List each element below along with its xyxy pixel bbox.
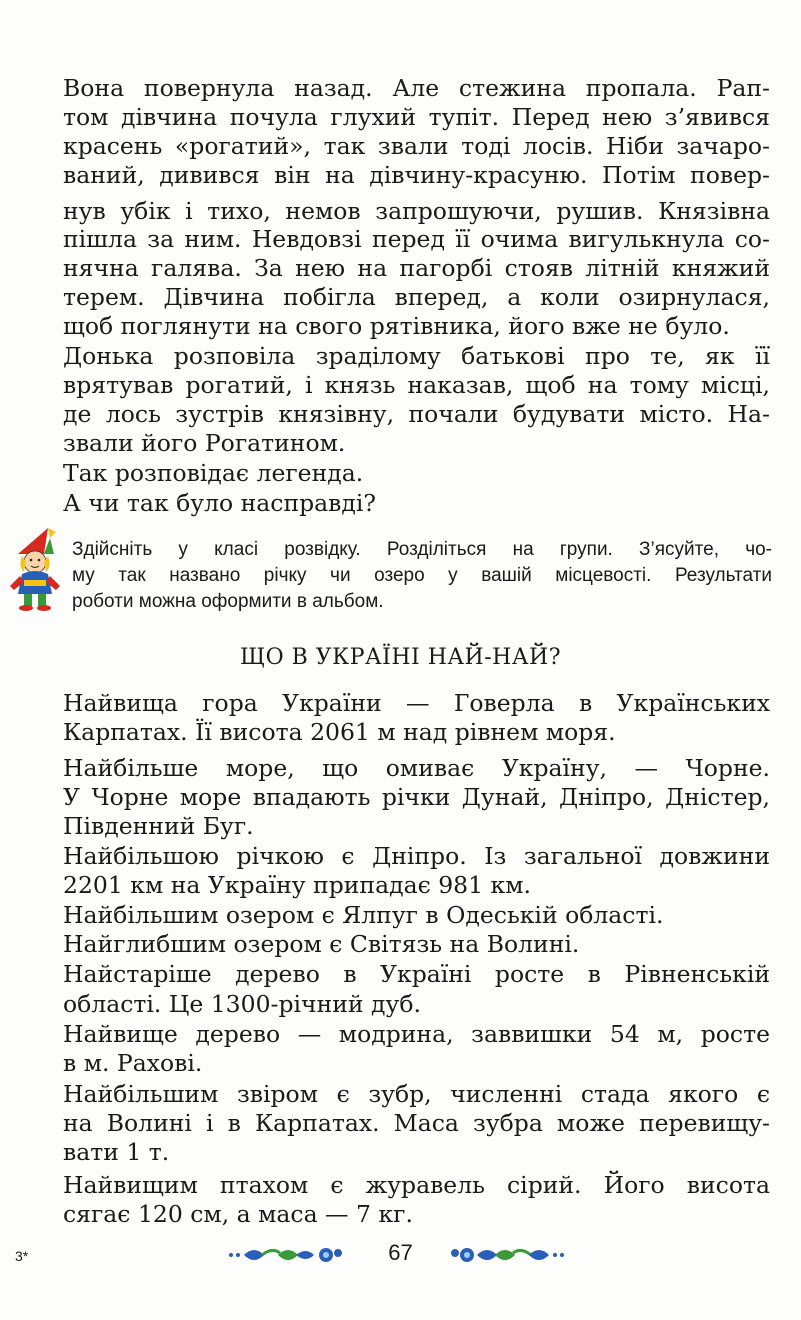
legend-line: нячна галява. За нею на пагорбі стояв літній княжий	[63, 254, 770, 282]
legend-line: Вона повернула назад. Але стежина пропала. Рап-	[63, 74, 770, 102]
fact-line: Найвища гора України — Говерла в Українських	[63, 689, 770, 717]
fact-line: Найстаріше дерево в Україні росте в Рівненській	[63, 960, 770, 988]
fact-line: на Волині і в Карпатах. Маса зубра може перевищу-	[63, 1109, 770, 1137]
legend-line: нув убік і тихо, немов запрошуючи, рушив. Князівна	[63, 197, 770, 225]
fact-line: Карпатах. Її висота 2061 м над рівнем моря.	[63, 718, 616, 746]
fact-line: вати 1 т.	[63, 1138, 170, 1166]
fact-line: Найвище дерево — модрина, заввишки 54 м, росте	[63, 1020, 770, 1048]
legend-line: Так розповідає легенда.	[63, 459, 364, 487]
legend-line: красень «рогатий», так звали тоді лосів. Ніби зачаро-	[63, 132, 770, 160]
fact-line: Південний Буг.	[63, 812, 254, 840]
fact-line: Найбільшим звіром є зубр, численні стада якого є	[63, 1080, 770, 1108]
legend-line: том дівчина почула глухий тупіт. Перед нею з’явився	[63, 103, 770, 131]
fact-line: Найглибшим озером є Світязь на Волині.	[63, 930, 580, 958]
page-number: 67	[388, 1240, 413, 1265]
fact-line: Найвищим птахом є журавель сірий. Його висота	[63, 1171, 770, 1199]
legend-line: пішла за ним. Невдовзі перед її очима вигулькнула со-	[63, 225, 770, 253]
legend-line: ваний, дивився він на дівчину-красуню. Потім повер-	[63, 161, 770, 189]
fact-line: Найбільше море, що омиває Україну, — Чорне.	[63, 754, 770, 782]
legend-line: щоб поглянути на свого рятівника, його вже не було.	[63, 312, 730, 340]
fact-line: Найбільшою річкою є Дніпро. Із загальної довжини	[63, 842, 770, 870]
fact-line: області. Це 1300-річний дуб.	[63, 990, 421, 1018]
legend-line: Донька розповіла зрадiлому батькові про те, як її	[63, 342, 770, 370]
gnome-character-icon	[4, 524, 66, 612]
fact-line: 2201 км на Україну припадає 981 км.	[63, 871, 531, 899]
legend-line: А чи так було насправді?	[63, 489, 376, 517]
legend-line: звали його Рогатином.	[63, 429, 346, 457]
fact-line: Найбільшим озером є Ялпуг в Одеській області.	[63, 901, 664, 929]
floral-ornament-icon	[445, 1243, 565, 1267]
legend-line: де лось зустрів князівну, почали будувати місто. На-	[63, 400, 770, 428]
legend-line: терем. Дівчина побігла вперед, а коли озирнулася,	[63, 283, 770, 311]
fact-line: в м. Рахові.	[63, 1049, 203, 1077]
fact-line: сягає 120 см, а маса — 7 кг.	[63, 1200, 413, 1228]
legend-line: врятував рогатий, і князь наказав, щоб на тому місці,	[63, 371, 770, 399]
task-line: му так названо річку чи озеро у вашій місцевості. Результати	[72, 565, 772, 586]
task-line: Здійсніть у класі розвідку. Розділіться на групи. З’ясуйте, чо-	[72, 539, 772, 560]
section-heading: ЩО В УКРАЇНІ НАЙ-НАЙ?	[239, 645, 562, 670]
fact-line: У Чорне море впадають річки Дунай, Дніпро, Дністер,	[63, 783, 770, 811]
task-line: роботи можна оформити в альбом.	[72, 591, 384, 612]
signature-mark: 3*	[15, 1248, 29, 1264]
